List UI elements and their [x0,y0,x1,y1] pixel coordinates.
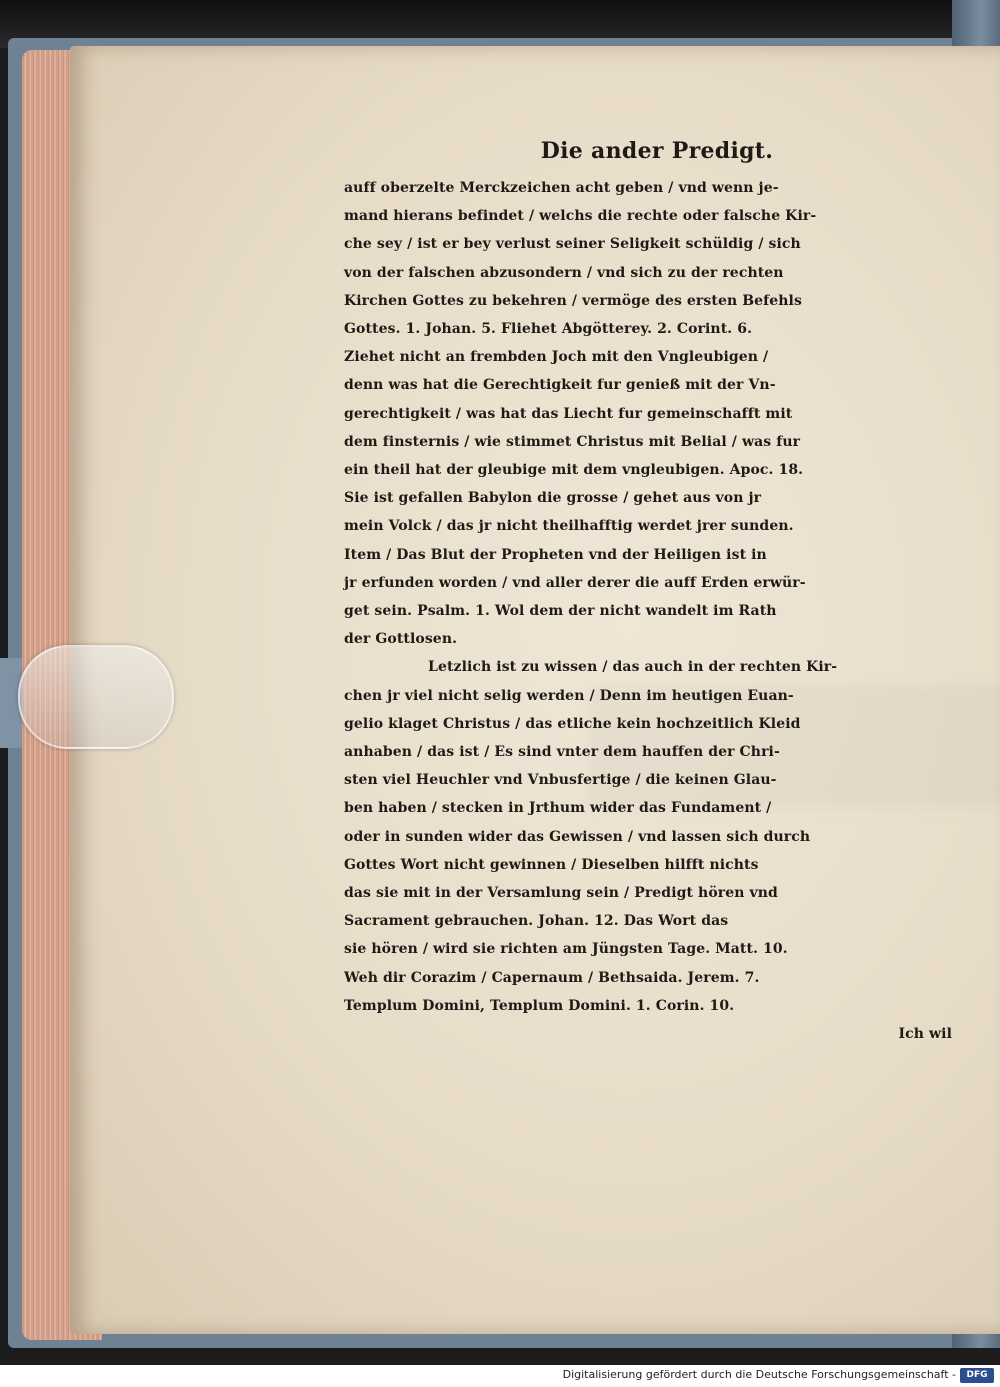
text-line: dem finsternis / wie stimmet Christus mit Belial / was fur [344,433,801,450]
catchword: Ich wil [898,1026,952,1043]
text-line: mand hierans befindet / welchs die rechte oder falsche Kir- [344,208,817,225]
running-head: Die ander Predigt. [540,138,774,164]
text-line: mein Volck / das jr nicht theilhafftig werdet jrer sunden. [344,518,794,535]
text-line: sie hören / wird sie richten am Jüngsten Tage. Matt. 10. [344,941,788,958]
text-line: sten viel Heuchler vnd Vnbusfertige / die keinen Glau- [344,772,777,789]
text-line: Weh dir Corazim / Capernaum / Bethsaida. Jerem. 7. [344,969,760,986]
page-clip [18,645,174,749]
page-text [344,138,960,1048]
text-line: get sein. Psalm. 1. Wol dem der nicht wandelt im Rath [344,603,777,620]
text-line: Templum Domini, Templum Domini. 1. Corin. 10. [344,997,735,1014]
text-line: chen jr viel nicht selig werden / Denn im heutigen Euan- [344,687,794,704]
text-line: auff oberzelte Merckzeichen acht geben / vnd wenn je- [344,180,779,196]
footer-bar [0,1365,1000,1387]
text-line: anhaben / das ist / Es sind vnter dem hauffen der Chri- [344,744,780,761]
text-line: gerechtigkeit / was hat das Liecht fur gemeinschafft mit [344,405,793,422]
paragraph-2 [344,653,960,1020]
text-line: Gottes. 1. Johan. 5. Fliehet Abgötterey. 2. Corint. 6. [344,321,753,338]
text-line: der Gottlosen. [344,631,458,648]
text-line: oder in sunden wider das Gewissen / vnd lassen sich durch [344,828,811,845]
text-line: Item / Das Blut der Propheten vnd der Heiligen ist in [344,546,767,563]
text-line: Letzlich ist zu wissen / das auch in der rechten Kir- [428,659,838,676]
text-line: Sie ist gefallen Babylon die grosse / gehet aus von jr [344,490,762,507]
text-line: jr erfunden worden / vnd aller derer die auff Erden erwür- [344,574,806,591]
dfg-logo: DFG [960,1368,994,1383]
text-line: von der falschen abzusondern / vnd sich zu der rechten [344,264,784,281]
text-line: che sey / ist er bey verlust seiner Seligkeit schüldig / sich [344,236,801,253]
text-line: das sie mit in der Versamlung sein / Predigt hören vnd [344,885,778,902]
text-line: Ziehet nicht an frembden Joch mit den Vngleubigen / [344,349,769,366]
paragraph-1 [344,174,960,653]
text-line: ben haben / stecken in Jrthum wider das Fundament / [344,800,772,817]
text-line: gelio klaget Christus / das etliche kein hochzeitlich Kleid [344,715,801,732]
text-line: ein theil hat der gleubige mit dem vngleubigen. Apoc. 18. [344,462,804,479]
text-line: denn was hat die Gerechtigkeit fur genieß mit der Vn- [344,377,776,394]
funding-credit: Digitalisierung gefördert durch die Deutsche Forschungsgemeinschaft - [562,1368,956,1381]
text-line: Sacrament gebrauchen. Johan. 12. Das Wort das [344,913,729,930]
text-line: Gottes Wort nicht gewinnen / Dieselben hilfft nichts [344,856,759,873]
text-line: Kirchen Gottes zu bekehren / vermöge des ersten Befehls [344,292,802,309]
